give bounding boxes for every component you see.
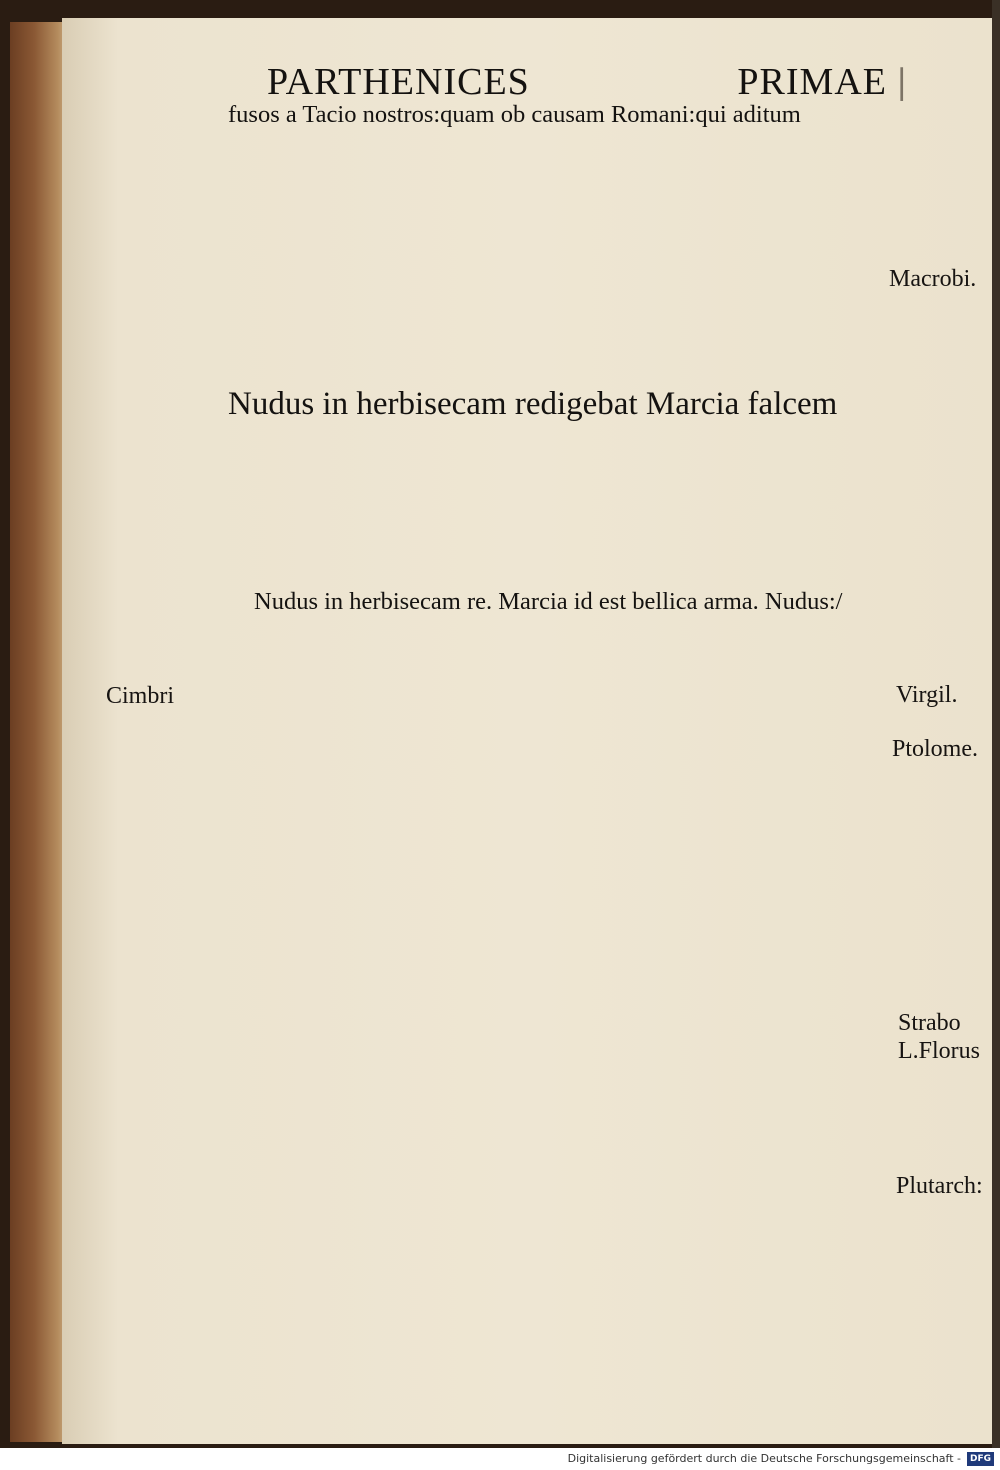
verse-block <box>228 384 888 586</box>
margin-note-ptolomeus: Ptolome. <box>892 736 979 762</box>
running-head-left: PARTHENICES <box>267 61 530 103</box>
margin-note-cimbri: Cimbri <box>106 683 175 709</box>
text-line: fusos a Tacio nostros:quam ob causam Romani:qui aditum <box>228 101 801 128</box>
margin-note-florus: L.Florus <box>898 1038 981 1064</box>
commentary-top <box>228 101 888 375</box>
book-page <box>62 18 1000 1444</box>
running-head-mark: | <box>896 62 908 102</box>
running-head-right: PRIMAE <box>737 61 887 103</box>
margin-note-strabo: Strabo <box>898 1010 961 1036</box>
commentary-main <box>228 588 888 1220</box>
verse-line: Nudus in herbisecam redigebat Marcia falcem <box>228 386 838 422</box>
margin-note-macrobius: Macrobi. <box>889 266 977 292</box>
margin-note-plutarch: Plutarch: <box>896 1173 983 1199</box>
running-head <box>267 60 887 104</box>
page-shadow <box>992 0 1000 1448</box>
dfg-logo: DFG <box>967 1452 994 1466</box>
page-edge <box>10 22 70 1442</box>
footer-bar <box>0 1448 1000 1470</box>
footer-credit: Digitalisierung gefördert durch die Deutsche Forschungsgemeinschaft - <box>567 1452 961 1465</box>
margin-note-virgil: Virgil. <box>896 682 958 708</box>
text-line: Nudus in herbisecam re. Marcia id est bellica arma. Nudus:/ <box>254 588 843 615</box>
